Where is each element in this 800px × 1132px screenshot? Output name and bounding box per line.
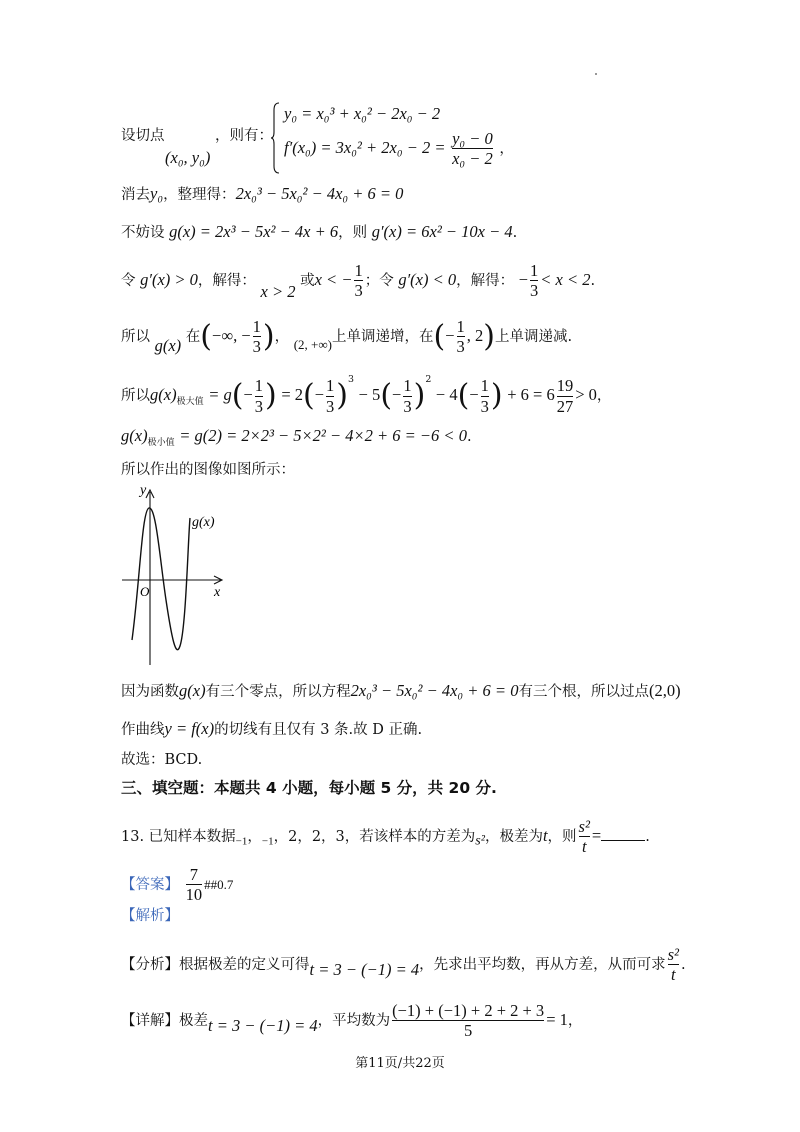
fraction-numerator: s² xyxy=(667,945,679,964)
punct: . xyxy=(512,225,518,241)
q13-value: −1 xyxy=(235,835,248,848)
mixed-fraction xyxy=(557,377,574,415)
fenxi-fraction xyxy=(668,946,679,984)
punct: ， xyxy=(567,1012,583,1029)
q13-text: 13. 已知样本数据 xyxy=(121,828,236,845)
fraction-numerator: 1 xyxy=(326,376,335,396)
interval1-prefix: −∞, − xyxy=(212,325,251,345)
system-eq2-fraction xyxy=(452,130,493,168)
scan-dot xyxy=(595,73,597,75)
solve-range2-prefix: x < − xyxy=(314,269,353,289)
conclusion-point: (2,0) xyxy=(648,681,681,700)
paren: ( xyxy=(380,378,393,413)
paren: ) xyxy=(483,318,495,354)
detail-expression: t = 3 − (−1) = 4 xyxy=(208,1015,318,1035)
tangent-intro-line xyxy=(121,128,165,145)
conclusion-g: g(x) xyxy=(179,681,206,700)
punct: . xyxy=(590,272,596,289)
fraction-numerator: 1 xyxy=(530,261,539,280)
q13-text: ，则 xyxy=(547,828,577,845)
page-footer: 第11页/共22页 xyxy=(355,1056,445,1071)
max-expr: − 5 xyxy=(358,385,381,404)
max-expr: = 2 xyxy=(281,385,304,404)
paren: ( xyxy=(200,318,213,354)
analysis-tag: 【解析】 xyxy=(121,908,179,924)
neg-third-fraction xyxy=(255,377,263,415)
answer-tag: 【答案】 xyxy=(121,876,179,893)
paren: ) xyxy=(413,378,426,413)
q13-range: t xyxy=(542,825,548,845)
g-curve xyxy=(132,508,190,650)
paren: ) xyxy=(265,378,277,413)
punct: ， xyxy=(499,140,514,157)
fraction-denominator: 3 xyxy=(403,396,412,416)
solve-text: ；令 xyxy=(364,272,394,289)
interval3-suffix: , 2 xyxy=(466,325,484,345)
solve-text: 或 xyxy=(300,272,315,289)
max-value-line xyxy=(121,374,611,415)
max-tail: > 0 xyxy=(575,385,597,404)
interval3-prefix: − xyxy=(445,325,455,345)
answer-blank xyxy=(601,839,645,841)
curve-expression: y = f(x) xyxy=(164,719,215,738)
equals-sign: = xyxy=(591,825,602,845)
punct: . xyxy=(645,828,650,845)
interval2: (2, +∞) xyxy=(293,336,332,352)
fraction-numerator: s² xyxy=(578,817,590,836)
detail-tag: 【详解】 xyxy=(121,1012,179,1029)
monotone-text: 所以 xyxy=(121,328,150,345)
solve-cond2: g′(x) < 0 xyxy=(398,269,457,289)
define-prefix: 不妨设 xyxy=(121,225,165,241)
paren: ( xyxy=(457,378,470,413)
neg-sign: − xyxy=(314,385,325,404)
fraction-denominator: 3 xyxy=(326,396,335,416)
tangent-intro-text: 设切点 xyxy=(121,128,165,144)
system-eq2 xyxy=(284,130,514,168)
neg-third-fraction xyxy=(481,377,489,415)
neg-sign: − xyxy=(243,385,253,404)
q13-value: −1 xyxy=(261,835,274,848)
g-derivative: g′(x) = 6x² − 10x − 4 xyxy=(371,222,513,241)
fraction-numerator: 1 xyxy=(456,317,465,336)
fraction-numerator: 1 xyxy=(403,376,412,396)
fraction-denominator: 5 xyxy=(464,1021,473,1041)
conclusion-line-1 xyxy=(121,681,681,701)
monotone-text: 在 xyxy=(185,328,201,345)
interval1-fraction xyxy=(253,318,261,356)
q13-text: ，2，2，3，若该样本的方差为 xyxy=(273,828,476,845)
fraction-denominator: t xyxy=(581,837,587,857)
fenxi-text: 根据极差的定义可得 xyxy=(179,956,310,973)
q13-variance: s² xyxy=(475,833,485,849)
detail-text: 极差 xyxy=(179,1012,208,1029)
paren: ( xyxy=(433,318,446,354)
fraction-denominator: 27 xyxy=(556,396,574,416)
monotone-text: 上单调递减. xyxy=(494,328,573,345)
define-line xyxy=(121,222,517,242)
punct: ， xyxy=(274,328,290,345)
monotone-g: g(x) xyxy=(154,335,182,355)
detail-line xyxy=(121,1002,582,1040)
eliminate-var: y₀ xyxy=(150,184,164,203)
max-expr: = g xyxy=(208,385,232,404)
fenxi-expression: t = 3 − (−1) = 4 xyxy=(309,959,420,979)
cubic-equation: 2x₀³ − 5x₀² − 4x₀ + 6 = 0 xyxy=(235,184,404,203)
punct: ， xyxy=(247,828,262,845)
answer-line xyxy=(121,866,233,904)
g-definition: g(x) = 2x³ − 5x² − 4x + 6 xyxy=(169,222,339,241)
neg-sign: − xyxy=(392,385,402,404)
punct: . xyxy=(466,429,472,445)
min-g: g(x) xyxy=(121,426,148,445)
conclusion-text: 有三个零点，所以方程 xyxy=(205,684,351,700)
conclusion-line-2 xyxy=(121,719,422,739)
solve-text: ，解得： xyxy=(197,272,256,289)
fraction-denominator: 3 xyxy=(254,396,263,416)
conclusion-text: 作曲线 xyxy=(121,722,165,738)
function-graph xyxy=(118,480,238,670)
fraction-numerator: 1 xyxy=(480,376,489,396)
max-g: g(x) xyxy=(150,385,177,404)
q13-text: ，极差为 xyxy=(484,828,543,845)
fenxi-line xyxy=(121,946,686,984)
monotone-line xyxy=(121,318,572,356)
fraction-denominator: t xyxy=(671,965,676,985)
paren: ) xyxy=(262,318,275,354)
choice-line: 故选：BCD. xyxy=(121,752,203,768)
punct: ， xyxy=(596,388,612,404)
system-eq1: y₀ = x₀³ + x₀² − 2x₀ − 2 xyxy=(284,104,441,123)
max-expr: − 4 xyxy=(435,385,458,404)
fraction-numerator: 19 xyxy=(556,376,574,396)
solve-range2-fraction xyxy=(354,262,362,300)
answer-tail: ##0.7 xyxy=(204,876,234,892)
solve-range3-suffix: < x < 2 xyxy=(540,269,591,289)
fraction-denominator: x₀ − 2 xyxy=(452,149,493,169)
fraction-numerator: y₀ − 0 xyxy=(452,129,493,148)
detail-text: ，平均数为 xyxy=(317,1012,391,1029)
max-text: 所以 xyxy=(121,388,150,404)
neg-third-fraction xyxy=(403,377,411,415)
fraction-numerator: 1 xyxy=(252,317,261,336)
solve-line xyxy=(121,262,595,300)
answer-fraction xyxy=(186,866,203,904)
tangent-point: (x₀, y₀) xyxy=(165,148,211,167)
define-mid: ，则 xyxy=(338,225,368,241)
fraction-numerator: 1 xyxy=(354,261,363,280)
monotone-text: 上单调递增，在 xyxy=(331,328,434,345)
conclusion-text: 有三个根，所以过点 xyxy=(518,684,649,700)
min-expr: = g(2) = 2×2³ − 5×2² − 4×2 + 6 = −6 < 0 xyxy=(179,426,467,445)
min-subscript: 极小值 xyxy=(147,437,175,448)
min-value-line xyxy=(121,426,472,449)
conclusion-text: 的切线有且仅有 3 条.故 D 正确. xyxy=(214,722,423,738)
fraction-denominator: 3 xyxy=(456,337,465,357)
paren: ( xyxy=(303,378,315,413)
solve-text: ，解得： xyxy=(456,272,515,289)
punct: . xyxy=(681,956,686,973)
conclusion-equation: 2x₀³ − 5x₀² − 4x₀ + 6 = 0 xyxy=(350,681,519,700)
fraction-denominator: 10 xyxy=(185,885,203,905)
exponent: 3 xyxy=(348,374,355,385)
solve-text: 令 xyxy=(121,272,136,289)
fraction-denominator: 3 xyxy=(252,337,261,357)
curve-label: g(x) xyxy=(192,515,215,530)
max-expr: + 6 = 6 xyxy=(507,385,555,404)
tangent-then: ，则有： xyxy=(215,128,273,144)
solve-range3-fraction xyxy=(530,262,538,300)
solve-cond1: g′(x) > 0 xyxy=(140,269,198,289)
interval3-fraction xyxy=(457,318,465,356)
question-13 xyxy=(121,818,650,856)
neg-third-fraction xyxy=(326,377,334,415)
neg-sign: − xyxy=(469,385,479,404)
mean-fraction xyxy=(392,1002,544,1040)
fenxi-tag: 【分析】 xyxy=(121,956,179,973)
origin-label: O xyxy=(140,584,150,599)
y-label: y xyxy=(140,483,147,498)
x-label: x xyxy=(214,585,221,600)
fraction-numerator: 1 xyxy=(254,376,263,396)
system-eq2-lhs: f′(x₀) = 3x₀² + 2x₀ − 2 = xyxy=(284,137,446,157)
fraction-denominator: 3 xyxy=(480,396,489,416)
section-heading: 三、填空题：本题共 4 小题，每小题 5 分，共 20 分. xyxy=(121,779,497,797)
paren: ) xyxy=(336,378,349,413)
paren: ( xyxy=(231,378,244,413)
fraction-numerator: (−1) + (−1) + 2 + 2 + 3 xyxy=(392,1001,545,1020)
solve-range3-prefix: − xyxy=(518,269,529,289)
fraction-denominator: 3 xyxy=(530,281,539,301)
fenxi-text: ，先求出平均数，再从方差，从而可求 xyxy=(419,956,666,973)
exponent: 2 xyxy=(425,374,432,385)
system-brace xyxy=(271,102,280,174)
graph-intro: 所以作出的图像如图所示： xyxy=(121,462,295,478)
max-subscript: 极大值 xyxy=(176,396,204,407)
paren: ) xyxy=(490,378,503,413)
conclusion-text: 因为函数 xyxy=(121,684,179,700)
eliminate-mid: ，整理得： xyxy=(163,187,236,203)
solve-range1: x > 2 xyxy=(260,281,296,301)
eliminate-prefix: 消去 xyxy=(121,187,150,203)
eliminate-line xyxy=(121,184,403,204)
fraction-denominator: 3 xyxy=(354,281,363,301)
q13-fraction xyxy=(579,818,590,856)
detail-tail: = 1 xyxy=(546,1009,568,1029)
fraction-numerator: 7 xyxy=(189,865,198,884)
